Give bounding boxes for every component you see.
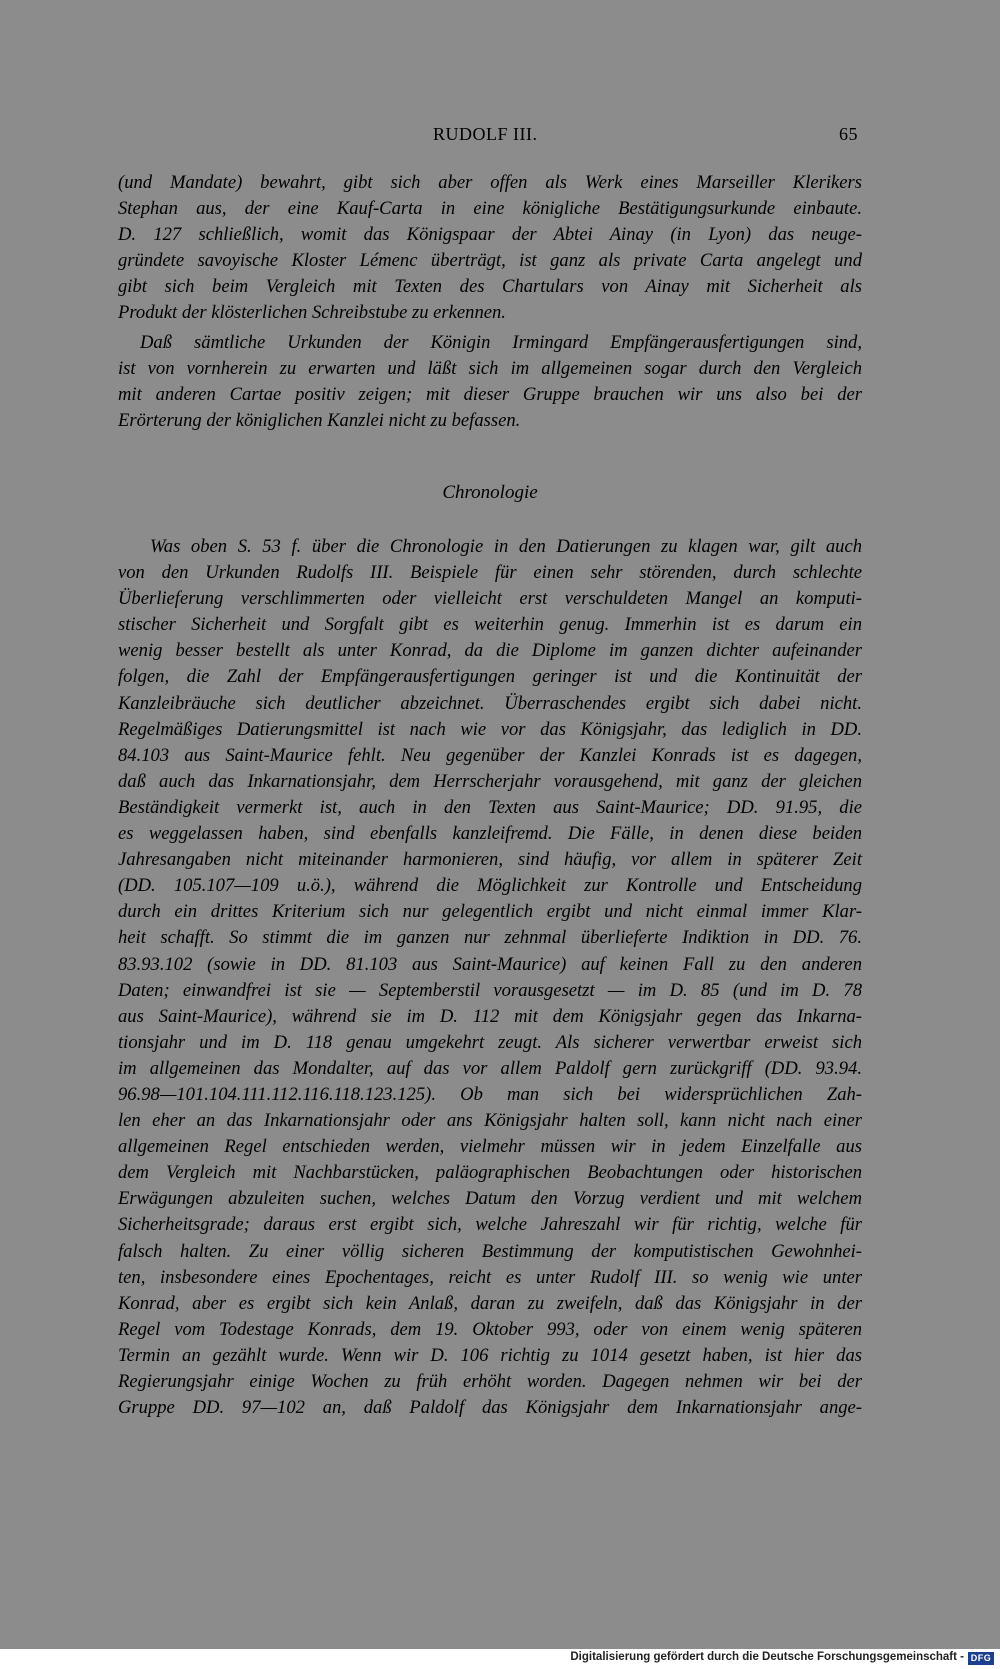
paragraph-chronologie (118, 534, 862, 1421)
text-line: (und Mandate) bewahrt, gibt sich aber offen als Werk eines Marseiller Klerikers (118, 172, 862, 193)
text-line: allgemeinen Regel entschieden werden, vielmehr müssen wir in jedem Einzelfalle aus (118, 1136, 862, 1158)
page-number: 65 (839, 124, 858, 144)
text-line: es weggelassen haben, sind ebenfalls kanzleifremd. Die Fälle, in denen diese beiden (118, 823, 862, 845)
text-line: ist von vornherein zu erwarten und läßt sich im allgemeinen sogar durch den Vergleich (118, 358, 862, 380)
text-line: Konrad, aber es ergibt sich kein Anlaß, daran zu zweifeln, daß das Königsjahr in der (118, 1292, 862, 1314)
text-line: 96.98—101.104.111.112.116.118.123.125). Ob man sich bei widersprüchlichen Zah- (118, 1083, 862, 1105)
text-line: durch ein drittes Kriterium sich nur gelegentlich ergibt und nicht einmal immer Klar- (118, 901, 862, 923)
text-line: aus Saint-Maurice), während sie im D. 112 mit dem Königsjahr gegen das Inkarna- (118, 1005, 862, 1027)
running-header (118, 124, 858, 146)
text-line: heit schafft. So stimmt die im ganzen nur zehnmal überlieferte Indiktion in DD. 76. (118, 927, 862, 949)
dfg-logo-icon: DFG (968, 1652, 994, 1665)
text-line: Daten; einwandfrei ist sie — Septemberstil vorausgesetzt — im D. 85 (und im D. 78 (118, 979, 862, 1001)
text-line: folgen, die Zahl der Empfängerausfertigungen geringer ist und die Kontinuität der (118, 666, 862, 688)
text-line: Regel vom Todestage Konrads, dem 19. Oktober 993, oder von einem wenig späteren (118, 1318, 862, 1340)
footer-bar (0, 1649, 1000, 1669)
text-line: ten, insbesondere eines Epochentages, reicht es unter Rudolf III. so wenig wie unter (118, 1266, 862, 1288)
text-line: Produkt der klösterlichen Schreibstube zu erkennen. (118, 302, 506, 324)
text-line: 84.103 aus Saint-Maurice fehlt. Neu gegenüber der Kanzlei Konrads ist es dagegen, (118, 744, 862, 766)
text-line: Kanzleibräuche sich deutlicher abzeichnet. Überraschendes ergibt sich dabei nicht. (118, 692, 862, 714)
text-line: Beständigkeit vermerkt ist, auch in den Texten aus Saint-Maurice; DD. 91.95, die (118, 796, 862, 818)
text-line: Erwägungen abzuleiten suchen, welches Datum den Vorzug verdient und mit welchem (118, 1188, 862, 1210)
text-line: gründete savoyische Kloster Lémenc überträgt, ist ganz als private Carta angelegt und (118, 250, 862, 272)
text-line: wenig besser bestellt als unter Konrad, da die Diplome im ganzen dichter aufeinander (118, 640, 862, 662)
footer-credit: Digitalisierung gefördert durch die Deutsche Forschungsgemeinschaft - (570, 1651, 964, 1663)
text-line: Daß sämtliche Urkunden der Königin Irmingard Empfängerausfertigungen sind, (140, 332, 862, 353)
section-heading: Chronologie (442, 482, 538, 503)
text-line: mit anderen Cartae positiv zeigen; mit dieser Gruppe brauchen wir uns also bei der (118, 384, 862, 406)
text-line: Termin an gezählt wurde. Wenn wir D. 106 richtig zu 1014 gesetzt haben, ist hier das (118, 1344, 862, 1366)
text-line: Überlieferung verschlimmerten oder vielleicht erst verschuldeten Mangel an komputi- (118, 588, 862, 610)
text-line: Regelmäßiges Datierungsmittel ist nach wie vor das Königsjahr, das lediglich in DD. (118, 718, 862, 740)
text-line: 83.93.102 (sowie in DD. 81.103 aus Saint-Maurice) auf keinen Fall zu den anderen (118, 953, 862, 975)
text-line: Stephan aus, der eine Kauf-Carta in eine königliche Bestätigungsurkunde einbaute. (118, 198, 862, 220)
text-line: len eher an das Inkarnationsjahr oder ans Königsjahr halten soll, kann nicht nach einer (118, 1110, 862, 1132)
text-line: im allgemeinen das Mondalter, auf das vor allem Paldolf gern zurückgriff (DD. 93.94. (118, 1057, 862, 1079)
text-line: stischer Sicherheit und Sorgfalt gibt es weiterhin genug. Immerhin ist es darum ein (118, 614, 862, 636)
text-line: von den Urkunden Rudolfs III. Beispiele für einen sehr störenden, durch schlechte (118, 562, 862, 584)
text-line: gibt sich beim Vergleich mit Texten des Chartulars von Ainay mit Sicherheit als (118, 276, 862, 298)
text-line: (DD. 105.107—109 u.ö.), während die Möglichkeit zur Kontrolle und Entscheidung (118, 875, 862, 897)
text-line: Gruppe DD. 97—102 an, daß Paldolf das Königsjahr dem Inkarnationsjahr ange- (118, 1397, 862, 1419)
text-line: Sicherheitsgrade; daraus erst ergibt sich, welche Jahreszahl wir für richtig, welche für (118, 1214, 862, 1236)
text-line: daß auch das Inkarnationsjahr, dem Herrscherjahr vorausgehend, mit ganz der gleichen (118, 770, 862, 792)
running-title: RUDOLF III. (433, 124, 538, 144)
paragraph-continued (118, 170, 862, 327)
text-line: Was oben S. 53 f. über die Chronologie in den Datierungen zu klagen war, gilt auch (150, 536, 862, 557)
text-line: falsch halten. Zu einer völlig sicheren Bestimmung der komputistischen Gewohnhei- (118, 1240, 862, 1262)
text-line: dem Vergleich mit Nachbarstücken, paläographischen Beobachtungen oder historischen (118, 1162, 862, 1184)
text-line: Regierungsjahr einige Wochen zu früh erhöht worden. Dagegen nehmen wir bei der (118, 1371, 862, 1392)
text-line: Jahresangaben nicht miteinander harmonieren, sind häufig, vor allem in späterer Zeit (118, 849, 862, 871)
text-line: D. 127 schließlich, womit das Königspaar der Abtei Ainay (in Lyon) das neuge- (118, 224, 862, 246)
paragraph-irmingard (118, 330, 862, 434)
text-line: tionsjahr und im D. 118 genau umgekehrt zeugt. Als sicherer verwertbar erweist sich (118, 1031, 862, 1053)
text-line: Erörterung der königlichen Kanzlei nicht zu befassen. (118, 410, 521, 432)
